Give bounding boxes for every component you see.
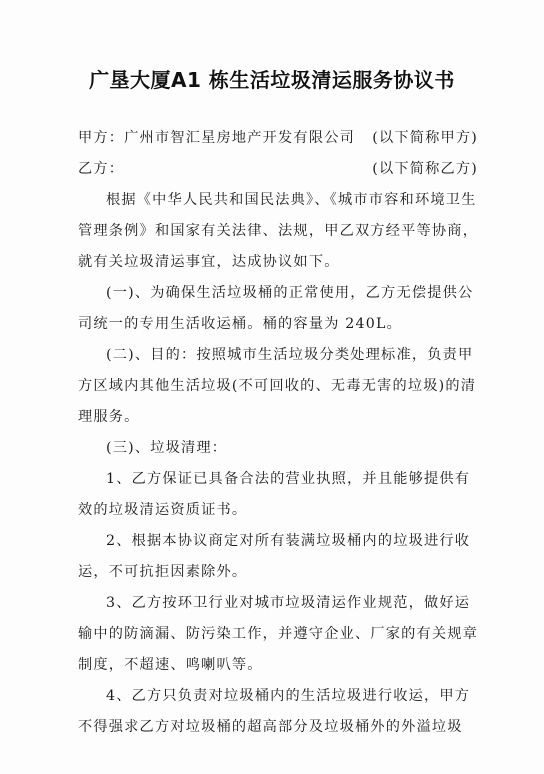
item-3-line: 3、乙方按环卫行业对城市垃圾清运作业规范，做好运	[106, 595, 471, 611]
intro-line: 管理条例》和国家有关法律、法规，甲乙双方经平等协商，	[78, 223, 479, 239]
item-2-line: 2、根据本协议商定对所有装满垃圾桶内的垃圾进行收	[106, 533, 471, 549]
item-2-line: 运，不可抗拒因素除外。	[78, 564, 248, 580]
item-3-line: 输中的防滴漏、防污染工作，并遵守企业、厂家的有关规章	[78, 626, 479, 642]
item-1-line: 效的垃圾清运资质证书。	[78, 502, 248, 518]
clause-1-line: (一)、为确保生活垃圾桶的正常使用，乙方无偿提供公	[106, 285, 474, 301]
party-b-line	[78, 159, 478, 179]
item-3-line: 制度，不超速、鸣喇叭等。	[78, 657, 263, 673]
clause-1-line: 司统一的专用生活收运桶。桶的容量为 240L。	[78, 316, 402, 332]
item-4-line: 不得强求乙方对垃圾桶的超高部分及垃圾桶外的外溢垃圾	[78, 719, 463, 735]
party-a-line	[78, 128, 478, 148]
clause-2-line: 方区域内其他生活垃圾(不可回收的、无毒无害的垃圾)的清	[78, 378, 477, 394]
item-4-line: 4、乙方只负责对垃圾桶内的生活垃圾进行收运，甲方	[106, 688, 471, 704]
clause-2-line: 理服务。	[78, 409, 140, 425]
party-a-note: (以下简称甲方)	[372, 130, 478, 146]
clause-3-heading: (三)、垃圾清理：	[106, 440, 228, 456]
clause-2-line: (二)、目的：按照城市生活垃圾分类处理标准，负责甲	[106, 347, 474, 363]
party-b-label: 乙方：	[78, 161, 125, 177]
party-b-note: (以下简称乙方)	[372, 161, 478, 177]
party-a-label: 甲方：广州市智汇星房地产开发有限公司	[78, 130, 355, 146]
item-1-line: 1、乙方保证已具备合法的营业执照，并且能够提供有	[106, 471, 471, 487]
intro-line: 根据《中华人民共和国民法典》、《城市市容和环境卫生	[106, 192, 477, 208]
document-title: 广垦大厦A1 栋生活垃圾清运服务协议书	[89, 68, 455, 92]
intro-line: 就有关垃圾清运事宜，达成协议如下。	[78, 254, 340, 270]
